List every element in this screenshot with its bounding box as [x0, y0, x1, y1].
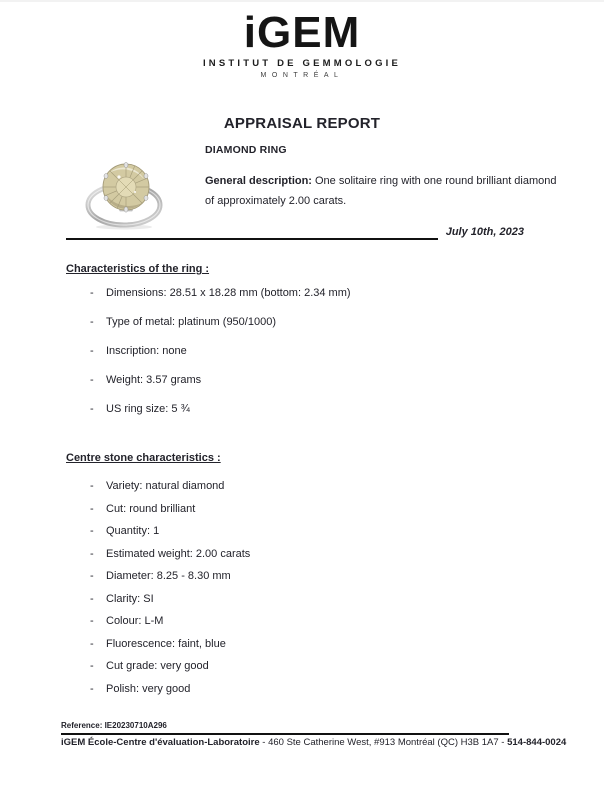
bullet-dash: -: [90, 637, 94, 650]
section-centre-stone-characteristics: [66, 452, 546, 704]
list-item: [66, 569, 546, 584]
bullet-dash: -: [90, 345, 94, 357]
list-item-text: US ring size: 5 ¾: [106, 403, 190, 415]
report-date: July 10th, 2023: [445, 226, 524, 238]
bullet-dash: -: [90, 287, 94, 299]
igem-logo: [0, 8, 604, 79]
list-item-text: Cut grade: very good: [106, 660, 209, 672]
footer-divider-line: [61, 733, 509, 735]
page-title: APPRAISAL REPORT: [223, 115, 381, 132]
section-heading: Centre stone characteristics :: [66, 452, 221, 464]
list-item: [66, 524, 546, 539]
list-item: [66, 479, 546, 494]
footer-contact-line: [61, 737, 581, 748]
list-item-text: Colour: L-M: [106, 615, 164, 627]
bullet-dash: -: [90, 316, 94, 328]
list-item-text: Dimensions: 28.51 x 18.28 mm (bottom: 2.34 mm): [106, 287, 351, 299]
list-item: [66, 373, 546, 388]
list-item-text: Weight: 3.57 grams: [106, 374, 202, 386]
list-item-text: Type of metal: platinum (950/1000): [106, 316, 276, 328]
list-item: [66, 659, 546, 674]
bullet-dash: -: [90, 592, 94, 605]
list-item-text: Inscription: none: [106, 345, 187, 357]
description-label: General description:: [205, 175, 312, 187]
bullet-dash: -: [90, 660, 94, 672]
header-column: [205, 144, 557, 211]
item-title: DIAMOND RING: [205, 144, 287, 156]
ring-photo: [76, 159, 172, 231]
list-item: [66, 682, 546, 697]
list-item: [66, 315, 546, 330]
bullet-dash: -: [90, 547, 94, 560]
bullet-dash: -: [90, 374, 94, 386]
list-item: [66, 614, 546, 629]
list-item-text: Fluorescence: faint, blue: [106, 637, 226, 650]
bullet-dash: -: [90, 682, 94, 695]
header-divider-line: [66, 238, 438, 240]
ring-illustration: [76, 159, 172, 231]
footer-org: iGEM École-Centre d'évaluation-Laboratoire: [61, 737, 260, 748]
list-item-text: Quantity: 1: [106, 525, 160, 537]
list-item: [66, 547, 546, 562]
bullet-dash: -: [90, 570, 94, 582]
list-item: [66, 637, 546, 652]
section-heading: Characteristics of the ring :: [66, 263, 210, 275]
bullet-dash: -: [90, 525, 94, 537]
logo-city-line: MONTRÉAL: [260, 72, 344, 79]
list-item-text: Diameter: 8.25 - 8.30 mm: [106, 570, 231, 582]
list-item: [66, 286, 546, 301]
description-text: One solitaire ring with one round brilliant diamond of approximately 2.00 carats.: [205, 175, 557, 207]
list-item-text: Cut: round brilliant: [106, 502, 196, 515]
reference-number: Reference: IE20230710A296: [61, 721, 167, 730]
general-description: [205, 172, 557, 211]
bullet-dash: -: [90, 480, 94, 492]
list-item-text: Variety: natural diamond: [106, 480, 225, 492]
bullet-dash: -: [90, 615, 94, 627]
list-item: [66, 502, 546, 517]
list-item: [66, 344, 546, 359]
logo-wordmark: iGEM: [243, 8, 361, 57]
list-item: [66, 402, 546, 417]
section-ring-characteristics: [66, 263, 546, 431]
list-item-text: Estimated weight: 2.00 carats: [106, 547, 251, 560]
list-item: [66, 592, 546, 607]
bullet-dash: -: [90, 403, 94, 415]
bullet-dash: -: [90, 502, 94, 515]
footer-phone: 514-844-0024: [507, 737, 567, 748]
footer-address: - 460 Ste Catherine West, #913 Montréal (QC) H3B 1A7 -: [259, 737, 508, 748]
list-item-text: Polish: very good: [106, 682, 191, 695]
logo-institute-line: INSTITUT DE GEMMOLOGIE: [202, 58, 402, 69]
list-item-text: Clarity: SI: [106, 592, 154, 605]
